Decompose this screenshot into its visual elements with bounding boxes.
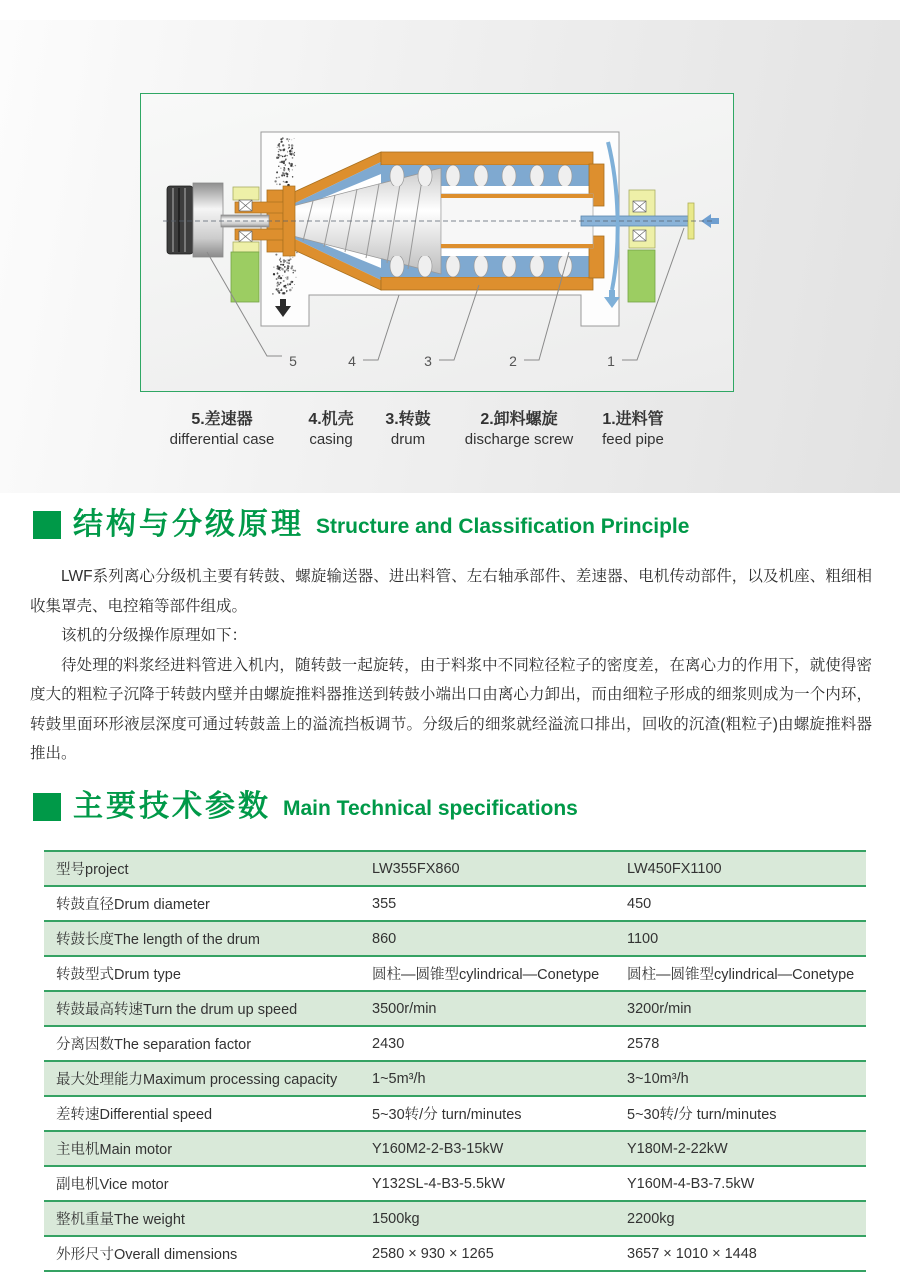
- part-label-casing: [308, 410, 353, 449]
- part-en: feed pipe: [602, 431, 664, 448]
- part-label-discharge-screw: [465, 410, 573, 449]
- spec-row-drum-type: [44, 957, 866, 992]
- spec-value-1: 1~5m³/h: [372, 1070, 426, 1087]
- spec-label: 最大处理能力Maximum processing capacity: [56, 1072, 338, 1088]
- spec-row-separation-factor: [44, 1027, 866, 1062]
- callout-5: 5: [289, 353, 297, 369]
- spec-value-1: Y132SL-4-B3-5.5kW: [372, 1175, 505, 1192]
- part-en: drum: [390, 431, 426, 448]
- section-heading-specs: [33, 790, 578, 824]
- callout-2: 2: [509, 353, 517, 369]
- spec-row-vice-motor: [44, 1167, 866, 1202]
- spec-label: 转鼓直径Drum diameter: [56, 897, 210, 913]
- spec-row-weight: [44, 1202, 866, 1237]
- green-square-bullet-icon: [33, 793, 61, 821]
- part-en: differential case: [169, 431, 275, 448]
- spec-value-2: LW450FX1100: [627, 860, 722, 877]
- spec-value-1: 2580 × 930 × 1265: [372, 1245, 494, 1262]
- section-heading-structure: [33, 508, 689, 542]
- callout-numbers: [289, 353, 615, 369]
- spec-value-1: Y160M2-2-B3-15kW: [372, 1140, 504, 1157]
- spec-value-1: 860: [372, 930, 397, 947]
- section-title-en: Main Technical specifications: [283, 797, 578, 820]
- part-en: casing: [309, 431, 353, 448]
- part-label-drum: [385, 410, 430, 449]
- section-title-zh: 主要技术参数: [73, 790, 271, 823]
- spec-row-main-motor: [44, 1132, 866, 1167]
- spec-label: 分离因数The separation factor: [56, 1037, 252, 1053]
- structure-description: [30, 562, 872, 769]
- callout-4: 4: [348, 353, 356, 369]
- part-zh: 2.卸料螺旋: [480, 411, 558, 428]
- spec-value-2: Y180M-2-22kW: [627, 1140, 728, 1157]
- spec-value-1: 3500r/min: [372, 1000, 437, 1017]
- spec-label: 主电机Main motor: [56, 1142, 173, 1158]
- spec-label: 差转速Differential speed: [56, 1107, 213, 1123]
- spec-value-2: 2200kg: [627, 1210, 675, 1227]
- section-title-zh: 结构与分级原理: [73, 508, 304, 541]
- callout-1: 1: [607, 353, 615, 369]
- spec-value-2: 3657 × 1010 × 1448: [627, 1245, 757, 1262]
- part-label-differential-case: [170, 410, 275, 449]
- part-en: discharge screw: [464, 431, 574, 448]
- spec-label: 整机重量The weight: [56, 1212, 185, 1228]
- spec-value-2: 3200r/min: [627, 1000, 692, 1017]
- spec-value-1: 5~30转/分 turn/minutes: [372, 1107, 522, 1123]
- spec-label: 转鼓型式Drum type: [56, 967, 181, 983]
- paragraph-principle-detail: 待处理的料浆经进料管进入机内，随转鼓一起旋转，由于料浆中不同粒径粒子的密度差，在离心力的作用下，就使得密度大的粗粒子沉降于转鼓内壁并由螺旋推料器推送到转鼓小端出口由离心力卸出，而由细粒子形成的细浆则成为一个内环，转鼓里面环形液层深度可通过转鼓盖上的溢流挡板调节。分级后的细浆就经溢流口排出，回收的沉渣(粗粒子)由螺旋推料器推出。: [30, 656, 872, 762]
- spec-value-2: 圆柱—圆锥型cylindrical—Conetype: [627, 967, 855, 983]
- spec-table: [44, 850, 866, 1272]
- part-labels: [0, 410, 900, 460]
- spec-value-2: Y160M-4-B3-7.5kW: [627, 1175, 755, 1192]
- spec-row-capacity: [44, 1062, 866, 1097]
- centrifuge-diagram-box: [140, 93, 734, 392]
- drive-pulley: [167, 186, 193, 254]
- spec-row-drum-length: [44, 922, 866, 957]
- spec-value-2: 2578: [627, 1035, 660, 1052]
- section-title-en: Structure and Classification Principle: [316, 515, 690, 538]
- spec-label: 外形尺寸Overall dimensions: [56, 1247, 238, 1263]
- spec-row-drum-diameter: [44, 887, 866, 922]
- paragraph-principle-intro: 该机的分级操作原理如下：: [61, 627, 248, 644]
- green-square-bullet-icon: [33, 511, 61, 539]
- spec-value-1: 1500kg: [372, 1210, 420, 1227]
- spec-row-differential-speed: [44, 1097, 866, 1132]
- callout-3: 3: [424, 353, 432, 369]
- spec-row-dimensions: [44, 1237, 866, 1272]
- spec-label: 副电机Vice motor: [56, 1177, 169, 1193]
- spec-value-1: 355: [372, 895, 397, 912]
- part-zh: 5.差速器: [191, 411, 253, 428]
- spec-value-2: 1100: [627, 930, 659, 947]
- part-zh: 1.进料管: [602, 411, 664, 428]
- right-bearing-assembly: [628, 190, 655, 302]
- spec-label: 转鼓最高转速Turn the drum up speed: [56, 1002, 298, 1018]
- centrifuge-diagram: [141, 94, 733, 391]
- spec-label: 转鼓长度The length of the drum: [56, 932, 260, 948]
- part-label-feed-pipe: [602, 410, 664, 449]
- spec-value-1: 圆柱—圆锥型cylindrical—Conetype: [372, 967, 600, 983]
- part-zh: 3.转鼓: [385, 411, 431, 428]
- part-zh: 4.机壳: [308, 411, 354, 428]
- spec-value-1: LW355FX860: [372, 860, 460, 877]
- spec-row-max-speed: [44, 992, 866, 1027]
- spec-value-2: 3~10m³/h: [627, 1070, 689, 1087]
- paragraph-components: LWF系列离心分级机主要有转鼓、螺旋输送器、进出料管、左右轴承部件、差速器、电机传动部件，以及机座、粗细相收集罩壳、电控箱等部件组成。: [30, 568, 872, 615]
- spec-value-2: 5~30转/分 turn/minutes: [627, 1107, 777, 1123]
- spec-value-2: 450: [627, 895, 652, 912]
- spec-value-1: 2430: [372, 1035, 405, 1052]
- spec-label: 型号project: [56, 862, 129, 878]
- spec-row-model: [44, 852, 866, 887]
